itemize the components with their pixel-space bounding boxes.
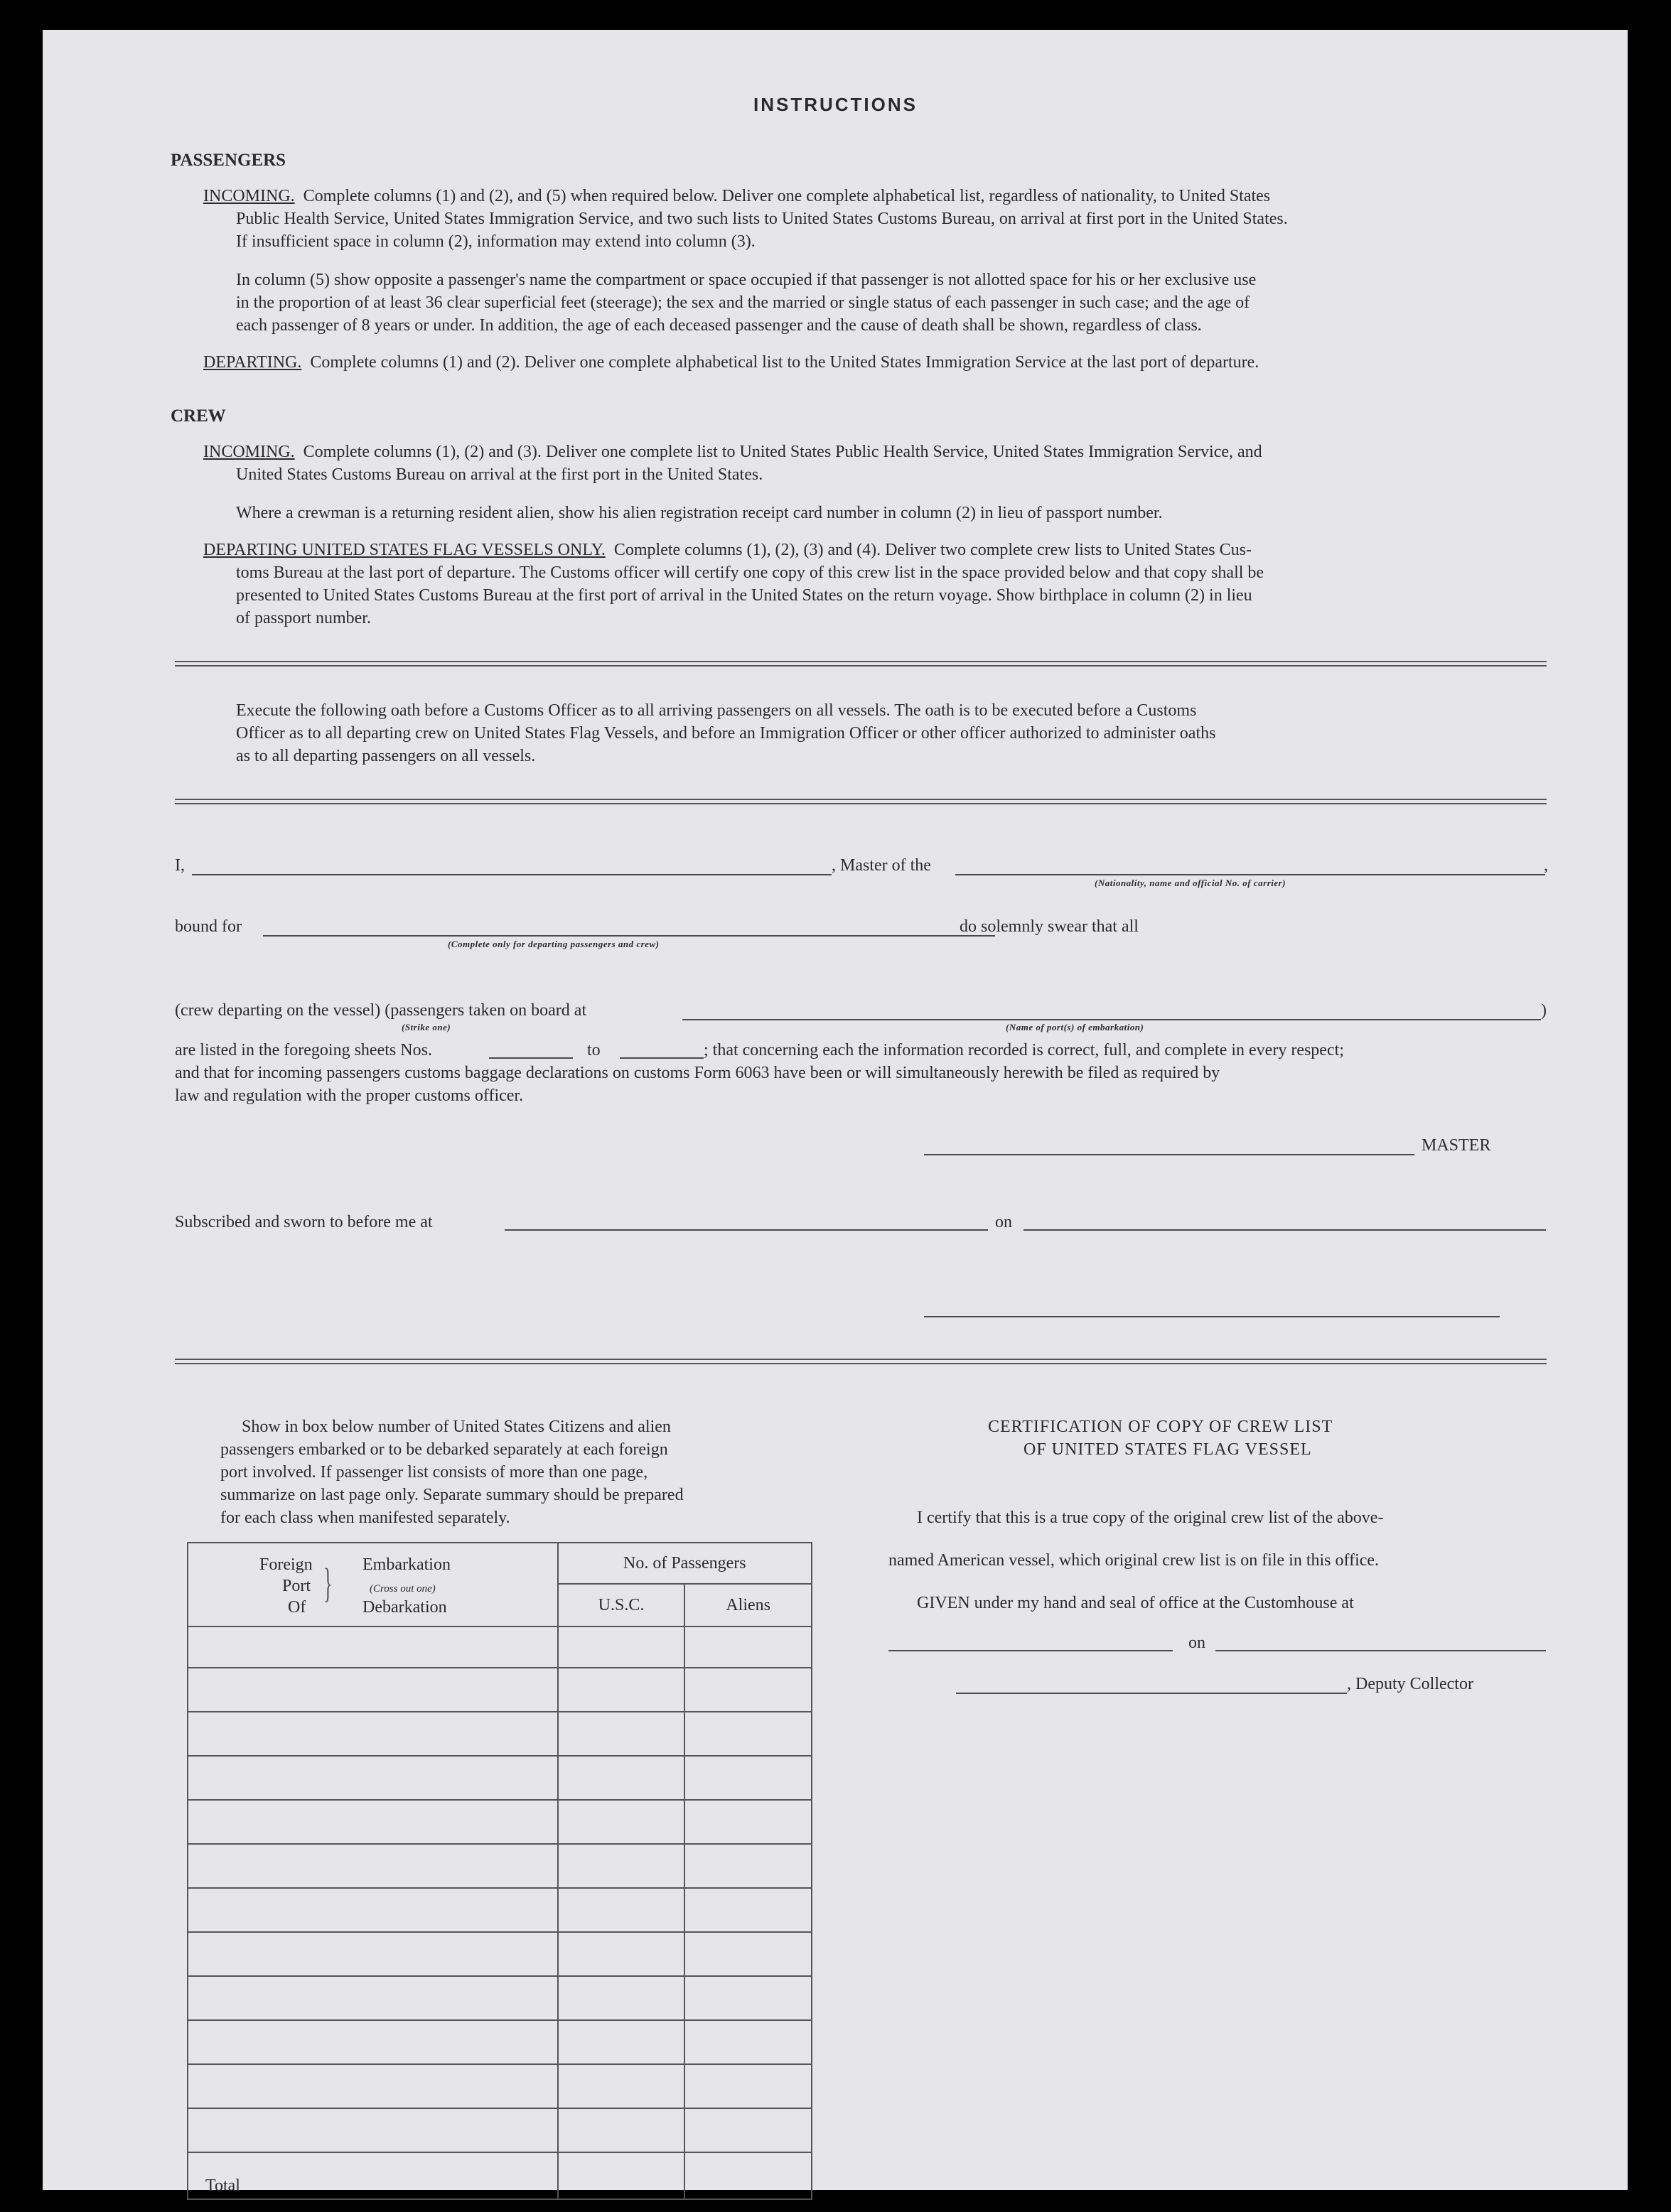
- master-name-field[interactable]: [192, 874, 832, 875]
- show-box-line3: port involved. If passenger list consists of more than one page,: [220, 1463, 648, 1482]
- aliens-cell[interactable]: [684, 1756, 812, 1800]
- oath-intro-line1: Execute the following oath before a Customs Officer as to all arriving passengers on all vessels. The oath is to be executed before a Customs: [236, 701, 1197, 720]
- table-row: [188, 1932, 812, 1976]
- usc-cell[interactable]: [558, 1756, 685, 1800]
- port-cell[interactable]: [188, 1932, 558, 1976]
- foreign-label: Foreign: [259, 1555, 313, 1574]
- master-label: MASTER: [1422, 1136, 1491, 1155]
- usc-total-cell[interactable]: [558, 2152, 685, 2199]
- usc-cell[interactable]: [558, 1626, 685, 1668]
- table-row: [188, 1712, 812, 1756]
- column5-line2: in the proportion of at least 36 clear superficial feet (steerage); the sex and the married or single status of each passenger in such case; and the age of: [236, 293, 1250, 312]
- port-cell[interactable]: [188, 1756, 558, 1800]
- no-passengers-header: No. of Passengers: [558, 1543, 812, 1584]
- sworn-on-label: on: [995, 1213, 1012, 1231]
- sheet-to-field[interactable]: [620, 1057, 704, 1059]
- crew-alien-text: Where a crewman is a returning resident alien, show his alien registration receipt card number in column (2) in lieu of passport number.: [236, 504, 1163, 522]
- aliens-header: Aliens: [684, 1584, 812, 1626]
- certification-heading-line2: OF UNITED STATES FLAG VESSEL: [1023, 1440, 1312, 1459]
- table-row: [188, 1844, 812, 1888]
- divider-double-rule: [175, 661, 1547, 667]
- listed-start-text: are listed in the foregoing sheets Nos.: [175, 1041, 432, 1059]
- port-cell[interactable]: [188, 1712, 558, 1756]
- page-title: INSTRUCTIONS: [753, 94, 918, 115]
- port-header-cell: [188, 1543, 558, 1626]
- subscribed-label: Subscribed and sworn to before me at: [175, 1213, 433, 1231]
- carrier-field[interactable]: [955, 874, 1545, 875]
- table-row: [188, 1888, 812, 1932]
- total-label: Total: [188, 2152, 558, 2199]
- strike-one-caption: (Strike one): [402, 1022, 451, 1032]
- brace-icon: }: [323, 1560, 333, 1606]
- port-cell[interactable]: [188, 1800, 558, 1844]
- crew-incoming-text1: Complete columns (1), (2) and (3). Deliver one complete list to United States Public Health Service, United States Immigration Service, and: [303, 443, 1262, 461]
- sheet-from-field[interactable]: [489, 1057, 573, 1059]
- bound-for-field[interactable]: [263, 935, 995, 937]
- debarkation-label: Debarkation: [362, 1598, 447, 1617]
- table-row: [188, 1800, 812, 1844]
- show-box-line2: passengers embarked or to be debarked separately at each foreign: [220, 1440, 668, 1459]
- column5-line3: each passenger of 8 years or under. In addition, the age of each deceased passenger and the cause of death shall be shown, regardless of class.: [236, 316, 1202, 335]
- nationality-caption: (Nationality, name and official No. of carrier): [1095, 878, 1286, 888]
- port-cell[interactable]: [188, 2108, 558, 2152]
- crew-incoming-line2: United States Customs Bureau on arrival at the first port in the United States.: [236, 465, 763, 484]
- crew-departing-label: DEPARTING UNITED STATES FLAG VESSELS ONLY.: [203, 541, 606, 559]
- passengers-incoming-line2: Public Health Service, United States Immigration Service, and two such lists to United States Customs Bureau, on arrival at first port in the United States.: [236, 210, 1288, 228]
- usc-cell[interactable]: [558, 1712, 685, 1756]
- oath-line2: and that for incoming passengers customs baggage declarations on customs Form 6063 have been or will simultaneously herewith be filed as required by: [175, 1064, 1220, 1082]
- aliens-cell[interactable]: [684, 1976, 812, 2020]
- embarkation-label: Embarkation: [362, 1555, 451, 1574]
- passengers-departing-label: DEPARTING.: [203, 353, 302, 372]
- given-text: GIVEN under my hand and seal of office at the Customhouse at: [917, 1594, 1354, 1612]
- close-paren: ): [1541, 1001, 1547, 1020]
- complete-only-caption: (Complete only for departing passengers and crew): [448, 939, 660, 949]
- master-of-the-label: , Master of the: [832, 856, 931, 875]
- sworn-date-field[interactable]: [1023, 1229, 1546, 1231]
- officer-signature-field[interactable]: [924, 1316, 1500, 1317]
- usc-cell[interactable]: [558, 1668, 685, 1712]
- show-box-line1: Show in box below number of United States Citizens and alien: [242, 1418, 671, 1436]
- certification-date-field[interactable]: [1215, 1650, 1546, 1651]
- usc-cell[interactable]: [558, 1976, 685, 2020]
- aliens-cell[interactable]: [684, 1932, 812, 1976]
- document-page: [43, 30, 1628, 2195]
- oath-intro-line3: as to all departing passengers on all vessels.: [236, 747, 536, 765]
- usc-header: U.S.C.: [558, 1584, 685, 1626]
- port-cell[interactable]: [188, 2064, 558, 2108]
- cross-out-label: (Cross out one): [370, 1583, 436, 1595]
- port-cell[interactable]: [188, 1976, 558, 2020]
- passenger-count-table: [187, 1542, 812, 2200]
- master-signature-field[interactable]: [924, 1154, 1414, 1155]
- port-cell[interactable]: [188, 1888, 558, 1932]
- passengers-incoming-line1: [203, 185, 1542, 208]
- usc-cell[interactable]: [558, 1932, 685, 1976]
- crew-departing-line2: toms Bureau at the last port of departure. The Customs officer will certify one copy of this crew list in the space provided below and that copy shall be: [236, 563, 1264, 582]
- passengers-departing-text: Complete columns (1) and (2). Deliver one complete alphabetical list to the United States Immigration Service at the last port of departure.: [310, 353, 1259, 372]
- table-row: [188, 2064, 812, 2108]
- to-label: to: [587, 1041, 601, 1059]
- usc-cell[interactable]: [558, 1888, 685, 1932]
- table-row: [188, 1626, 812, 1668]
- listed-rest-text: ; that concerning each the information recorded is correct, full, and complete in every respect;: [704, 1041, 1344, 1059]
- port-cell[interactable]: [188, 1844, 558, 1888]
- swear-text: do solemnly swear that all: [960, 917, 1139, 936]
- bound-for-label: bound for: [175, 917, 242, 936]
- ports-caption: (Name of port(s) of embarkation): [1006, 1022, 1144, 1032]
- certification-on-label: on: [1188, 1634, 1205, 1652]
- usc-cell[interactable]: [558, 1844, 685, 1888]
- oath-i-label: I,: [175, 856, 185, 875]
- aliens-cell[interactable]: [684, 1668, 812, 1712]
- comma: ,: [1544, 856, 1548, 875]
- crew-departing-line3: presented to United States Customs Bureau at the first port of arrival in the United States on the return voyage. Show birthplace in column (2) in lieu: [236, 586, 1252, 605]
- table-row: [188, 1668, 812, 1712]
- usc-cell[interactable]: [558, 2108, 685, 2152]
- aliens-cell[interactable]: [684, 1888, 812, 1932]
- crew-departing-line1: [203, 539, 1252, 562]
- aliens-cell[interactable]: [684, 1626, 812, 1668]
- crew-incoming-line1: [203, 441, 1262, 464]
- passengers-heading: PASSENGERS: [171, 151, 286, 170]
- crew-incoming-label: INCOMING.: [203, 443, 295, 461]
- oath-intro-line2: Officer as to all departing crew on United States Flag Vessels, and before an Immigration Officer or other officer authorized to administer oaths: [236, 724, 1216, 743]
- aliens-cell[interactable]: [684, 2020, 812, 2064]
- port-cell[interactable]: [188, 1626, 558, 1668]
- certification-heading-line1: CERTIFICATION OF COPY OF CREW LIST: [988, 1418, 1333, 1436]
- usc-cell[interactable]: [558, 2020, 685, 2064]
- passengers-incoming-line3: If insufficient space in column (2), information may extend into column (3).: [236, 232, 756, 251]
- aliens-total-cell[interactable]: [684, 2152, 812, 2199]
- deputy-signature-field[interactable]: [956, 1693, 1347, 1694]
- certification-text-line2: named American vessel, which original crew list is on file in this office.: [888, 1551, 1380, 1570]
- port-cell[interactable]: [188, 2020, 558, 2064]
- column5-line1: In column (5) show opposite a passenger's name the compartment or space occupied if that passenger is not allotted space for his or her exclusive use: [236, 271, 1257, 289]
- aliens-cell[interactable]: [684, 1844, 812, 1888]
- aliens-cell[interactable]: [684, 2108, 812, 2152]
- aliens-cell[interactable]: [684, 2064, 812, 2108]
- usc-cell[interactable]: [558, 1800, 685, 1844]
- total-row: [188, 2152, 812, 2199]
- table-row: [188, 2020, 812, 2064]
- crew-heading: CREW: [171, 406, 226, 426]
- port-cell[interactable]: [188, 1668, 558, 1712]
- crew-departing-text1: Complete columns (1), (2), (3) and (4). Deliver two complete crew lists to United States Cus-: [613, 541, 1252, 559]
- crew-passengers-label: (crew departing on the vessel) (passengers taken on board at: [175, 1001, 587, 1020]
- divider-double-rule: [175, 1359, 1547, 1364]
- sworn-place-field[interactable]: [505, 1229, 988, 1231]
- table-row: [188, 1756, 812, 1800]
- of-label: Of: [288, 1598, 306, 1617]
- deputy-collector-label: , Deputy Collector: [1347, 1675, 1473, 1693]
- port-embarkation-field[interactable]: [682, 1019, 1541, 1020]
- passengers-departing-line: [203, 351, 1259, 374]
- table-row: [188, 1976, 812, 2020]
- passengers-incoming-label: INCOMING.: [203, 187, 295, 205]
- show-box-line4: summarize on last page only. Separate summary should be prepared: [220, 1486, 684, 1504]
- usc-cell[interactable]: [558, 2064, 685, 2108]
- table-row: [188, 2108, 812, 2152]
- divider-double-rule: [175, 799, 1547, 804]
- show-box-line5: for each class when manifested separately.: [220, 1509, 510, 1527]
- port-label: Port: [282, 1577, 311, 1595]
- oath-line3: law and regulation with the proper customs officer.: [175, 1086, 524, 1105]
- certification-text-line1: I certify that this is a true copy of the original crew list of the above-: [917, 1509, 1384, 1527]
- aliens-cell[interactable]: [684, 1800, 812, 1844]
- customhouse-field[interactable]: [888, 1650, 1173, 1651]
- passengers-incoming-text1: Complete columns (1) and (2), and (5) when required below. Deliver one complete alphabetical list, regardless of nationality, to United States: [303, 187, 1271, 205]
- aliens-cell[interactable]: [684, 1712, 812, 1756]
- crew-departing-line4: of passport number.: [236, 609, 371, 627]
